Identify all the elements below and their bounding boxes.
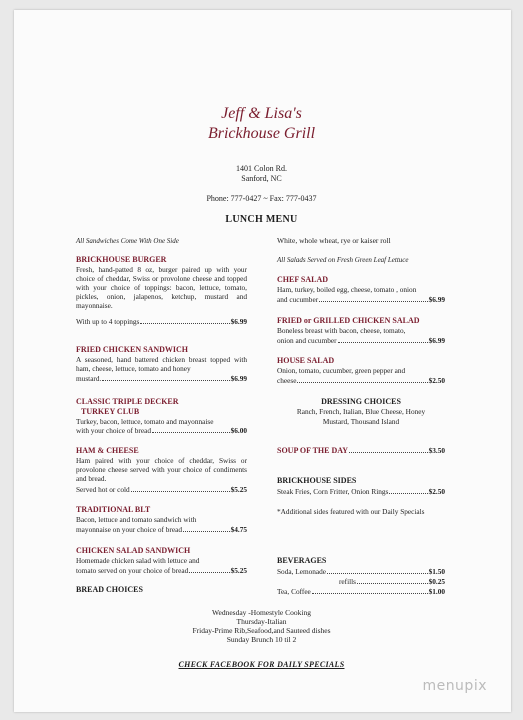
item-house-salad: HOUSE SALAD — [277, 356, 335, 365]
item-chicken-salad: FRIED or GRILLED CHICKEN SALAD — [277, 316, 420, 325]
ham-cheese-price-row — [76, 485, 247, 494]
salad-note: All Salads Served on Fresh Green Leaf Lettuce — [277, 256, 409, 264]
item-triple-decker-line1: CLASSIC TRIPLE DECKER — [76, 397, 179, 406]
chicken-salad-price-text: onion and cucumber — [277, 336, 337, 345]
house-salad-description: Onion, tomato, cucumber, green pepper and — [277, 366, 406, 375]
sides-price: $2.50 — [428, 487, 445, 496]
fried-chicken-description: A seasoned, hand battered chicken breast topped with ham, cheese, lettuce, tomato and honey — [76, 355, 247, 374]
house-salad-price-text: cheese — [277, 376, 297, 385]
chicken-salad-sandwich-price-row — [76, 566, 247, 575]
soup-row — [277, 446, 445, 455]
special-wednesday: Wednesday -Homestyle Cooking — [212, 608, 311, 617]
sandwich-side-note: All Sandwiches Come With One Side — [76, 237, 179, 245]
chef-salad-description: Ham, turkey, boiled egg, cheese, tomato , onion — [277, 285, 417, 294]
special-thursday: Thursday-Italian — [236, 617, 287, 626]
restaurant-name-line1: Jeff & Lisa's — [221, 105, 302, 122]
chicken-salad-price-row — [277, 336, 445, 345]
soup-price: $3.50 — [428, 446, 445, 455]
refills-price: $0.25 — [428, 577, 445, 586]
item-ham-cheese: HAM & CHEESE — [76, 446, 139, 455]
special-sunday: Sunday Brunch 10 til 2 — [226, 635, 297, 644]
chicken-salad-sandwich-description: Homemade chicken salad with lettuce and — [76, 556, 200, 565]
sides-price-row — [277, 487, 445, 496]
watermark: menupix — [422, 678, 487, 694]
special-friday: Friday-Prime Rib,Seafood,and Sauteed dishes — [192, 626, 331, 635]
triple-decker-price-text: with your choice of bread — [76, 426, 151, 435]
triple-decker-price: $6.00 — [230, 426, 247, 435]
burger-price: $6.99 — [230, 317, 247, 326]
burger-description: Fresh, hand-patted 8 oz, burger paired up with your choice of cheddar, Swiss or provolone cheese and topped with your choice of toppings: bacon, lettuce, tomato, pickles, onion, jalapenos, ketchup, mustard and mayonnaise. — [76, 265, 247, 311]
chef-salad-price-text: and cucumber — [277, 295, 319, 304]
fried-chicken-price-row — [76, 374, 247, 383]
item-fried-chicken-sandwich: FRIED CHICKEN SANDWICH — [76, 345, 189, 354]
dressing-title: DRESSING CHOICES — [321, 397, 401, 406]
burger-price-text: With up to 4 toppings — [76, 317, 140, 326]
item-soup-of-the-day: SOUP OF THE DAY — [277, 446, 349, 455]
refills-row — [277, 577, 445, 586]
chef-salad-price-row — [277, 295, 445, 304]
chicken-salad-sandwich-price: $5.25 — [230, 566, 247, 575]
triple-decker-price-row — [76, 426, 247, 435]
refills-text: refills — [339, 577, 357, 586]
sides-title: BRICKHOUSE SIDES — [277, 476, 357, 485]
house-salad-price-row — [277, 376, 445, 385]
ham-cheese-price: $5.25 — [230, 485, 247, 494]
dressing-line1: Ranch, French, Italian, Blue Cheese, Honey — [296, 407, 426, 416]
chicken-salad-price: $6.99 — [428, 336, 445, 345]
facebook-specials-note: CHECK FACEBOOK FOR DAILY SPECIALS — [178, 660, 345, 669]
chicken-salad-sandwich-price-text: tomato served on your choice of bread — [76, 566, 189, 575]
house-salad-price: $2.50 — [428, 376, 445, 385]
ham-cheese-price-text: Served hot or cold — [76, 485, 130, 494]
soda-row — [277, 567, 445, 576]
phone-fax: Phone: 777-0427 ~ Fax: 777-0437 — [206, 194, 317, 203]
tea-price: $1.00 — [428, 587, 445, 596]
address-city: Sanford, NC — [241, 174, 282, 183]
item-triple-decker-line2: TURKEY CLUB — [81, 407, 140, 416]
item-brickhouse-burger: BRICKHOUSE BURGER — [76, 255, 167, 264]
burger-price-row — [76, 317, 247, 326]
blt-price-text: mayonnaise on your choice of bread — [76, 525, 182, 534]
item-chef-salad: CHEF SALAD — [277, 275, 329, 284]
fried-chicken-price-text: mustard. — [76, 374, 102, 383]
bread-choices-label: BREAD CHOICES — [76, 585, 143, 594]
tea-text: Tea, Coffee — [277, 587, 311, 596]
triple-decker-description: Turkey, bacon, lettuce, tomato and mayonnaise — [76, 417, 214, 426]
blt-price: $4.75 — [230, 525, 247, 534]
dressing-line2: Mustard, Thousand Island — [322, 417, 400, 426]
blt-description: Bacon, lettuce and tomato sandwich with — [76, 515, 197, 524]
menu-title: LUNCH MENU — [225, 214, 298, 225]
chicken-salad-description: Boneless breast with bacon, cheese, tomato, — [277, 326, 406, 335]
soda-text: Soda, Lemonade — [277, 567, 327, 576]
item-traditional-blt: TRADITIONAL BLT — [76, 505, 151, 514]
sides-note: *Additional sides featured with our Daily Specials — [277, 507, 425, 516]
item-chicken-salad-sandwich: CHICKEN SALAD SANDWICH — [76, 546, 191, 555]
beverages-title: BEVERAGES — [277, 556, 327, 565]
address-street: 1401 Colon Rd. — [236, 164, 287, 173]
sides-price-text: Steak Fries, Corn Fritter, Onion Rings — [277, 487, 389, 496]
tea-row — [277, 587, 445, 596]
blt-price-row — [76, 525, 247, 534]
restaurant-name-line2: Brickhouse Grill — [207, 125, 316, 142]
fried-chicken-price: $6.99 — [230, 374, 247, 383]
soda-price: $1.50 — [428, 567, 445, 576]
chef-salad-price: $6.99 — [428, 295, 445, 304]
ham-cheese-description: Ham paired with your choice of cheddar, Swiss or provolone cheese served with your choice of condiments and bread. — [76, 456, 247, 484]
bread-options: White, whole wheat, rye or kaiser roll — [277, 236, 391, 245]
